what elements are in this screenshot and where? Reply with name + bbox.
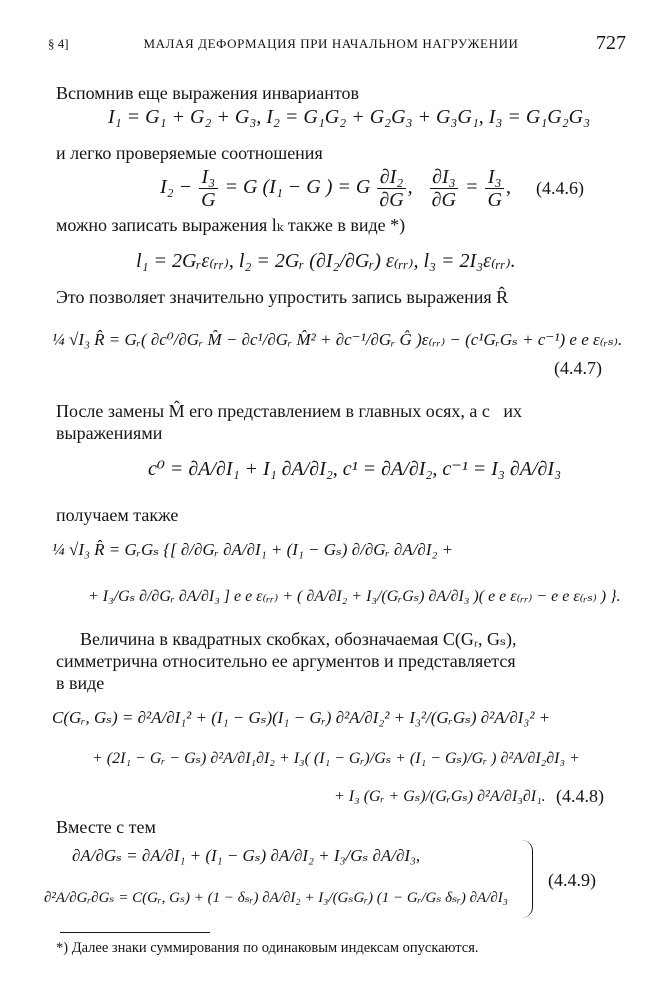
- equation-number-4-4-9: (4.4.9): [548, 870, 596, 890]
- formula-lk: l₁ = 2Gᵣε₍ᵣᵣ₎, l₂ = 2Gᵣ (∂I₂/∂Gᵣ) ε₍ᵣᵣ₎, l₃ = 2I₃ε₍ᵣᵣ₎.: [136, 250, 516, 272]
- section-mark: § 4]: [48, 36, 69, 51]
- paragraph-relations: и легко проверяемые соотношения: [56, 143, 323, 163]
- formula-4-4-8-line2: + (2I₁ − Gᵣ − Gₛ) ∂²A/∂I₁∂I₂ + I₃( (I₁ − Gᵣ)/Gₛ + (I₁ − Gₛ)/Gᵣ ) ∂²A/∂I₂∂I₃ +: [92, 750, 580, 767]
- paragraph-meanwhile: Вместе с тем: [56, 817, 156, 837]
- paragraph-quantity-line1: Величина в квадратных скобках, обозначаемая C(Gᵣ, Gₛ),: [80, 629, 517, 649]
- formula-r-hat-line1: ¼ √I₃ R̂ = GᵣGₛ {[ ∂/∂Gᵣ ∂A/∂I₁ + (I₁ − Gₛ) ∂/∂Gᵣ ∂A/∂I₂ +: [52, 540, 454, 559]
- paragraph-expressions: выражениями: [56, 423, 163, 443]
- formula-4-4-9-line2: ∂²A/∂Gᵣ∂Gₛ = C(Gᵣ, Gₛ) + (1 − δₛᵣ) ∂A/∂I₂ + I₃/(GₛGᵣ) (1 − Gᵣ/Gₛ δₛᵣ) ∂A/∂I₃: [44, 890, 508, 906]
- formula-4-4-7: ¼ √I₃ R̂ = Gᵣ( ∂c⁰/∂Gᵣ M̂ − ∂c¹/∂Gᵣ M̂² + ∂c⁻¹/∂Gᵣ Ĝ )ε₍ᵣᵣ₎ − (c¹GᵣGₛ + c⁻¹) e e ε₍ᵣₛ₎.: [52, 330, 623, 349]
- footnote-rule: [60, 932, 210, 933]
- paragraph-simplify: Это позволяет значительно упростить запись выражения R̂: [56, 287, 509, 307]
- paragraph-quantity-line2: симметрична относительно ее аргументов и представляется: [56, 651, 516, 671]
- formula-4-4-6: I₂ − $\frac{\text{I₃}}{G}$ = G (I₁ − G ) = G $\frac{\text{∂I₂}}{\partial G}$ , $\frac{\text{∂I₃}}{\partial G}$ = $\frac{\text{I₃}}{G}$ ,: [160, 166, 511, 211]
- formula-4-4-8-line3: + I₃ (Gᵣ + Gₛ)/(GᵣGₛ) ∂²A/∂I₃∂I₁.: [334, 788, 546, 805]
- system-brace: [522, 840, 533, 918]
- paragraph-replace: После замены M̂ его представлением в главных осях, а c их: [56, 401, 523, 421]
- formula-4-4-8-line1: C(Gᵣ, Gₛ) = ∂²A/∂I₁² + (I₁ − Gₛ)(I₁ − Gᵣ) ∂²A/∂I₂² + I₃²/(GᵣGₛ) ∂²A/∂I₃² +: [52, 708, 551, 727]
- f2-mid: = G (I₁ − G ) = G: [224, 176, 371, 199]
- formula-4-4-9-line1: ∂A/∂Gₛ = ∂A/∂I₁ + (I₁ − Gₛ) ∂A/∂I₂ + I₃/Gₛ ∂A/∂I₃,: [72, 846, 421, 865]
- formula-invariants: I₁ = G₁ + G₂ + G₃, I₂ = G₁G₂ + G₂G₃ + G₃G₁, I₃ = G₁G₂G₃: [108, 106, 591, 128]
- paragraph-obtain: получаем также: [56, 505, 179, 525]
- equation-number-4-4-8: (4.4.8): [556, 786, 604, 806]
- paragraph-quantity-line3: в виде: [56, 673, 105, 693]
- f2-frac2: $\frac{\text{∂I₂}}{\partial G}$: [379, 166, 404, 211]
- f2-frac3: $\frac{\text{∂I₃}}{\partial G}$: [431, 166, 456, 211]
- equation-number-4-4-6: (4.4.6): [536, 178, 584, 198]
- f2-frac1: $\frac{\text{I₃}}{G}$: [201, 166, 216, 211]
- f2-left: I₂ −: [160, 176, 193, 199]
- page-number: 727: [596, 32, 626, 54]
- formula-r-hat-line2: + I₃/Gₛ ∂/∂Gᵣ ∂A/∂I₃ ] e e ε₍ᵣᵣ₎ + ( ∂A/∂I₂ + I₃/(GᵣGₛ) ∂A/∂I₃ )( e e ε₍ᵣᵣ₎ − e e ε₍ᵣₛ₎ ) }.: [88, 588, 621, 605]
- formula-c-coefficients: c⁰ = ∂A/∂I₁ + I₁ ∂A/∂I₂, c¹ = ∂A/∂I₂, c⁻¹ = I₃ ∂A/∂I₃: [148, 458, 562, 480]
- running-header: [36, 32, 626, 56]
- paragraph-invariants: Вспомнив еще выражения инвариантов: [56, 83, 359, 103]
- f2-frac4: $\frac{\text{I₃}}{G}$: [487, 166, 502, 211]
- footnote: *) Далее знаки суммирования по одинаковым индексам опускаются.: [56, 940, 479, 956]
- paragraph-lk: можно записать выражения lₖ также в виде *): [56, 215, 406, 235]
- equation-number-4-4-7: (4.4.7): [554, 358, 602, 378]
- running-title: МАЛАЯ ДЕФОРМАЦИЯ ПРИ НАЧАЛЬНОМ НАГРУЖЕНИИ: [143, 36, 519, 51]
